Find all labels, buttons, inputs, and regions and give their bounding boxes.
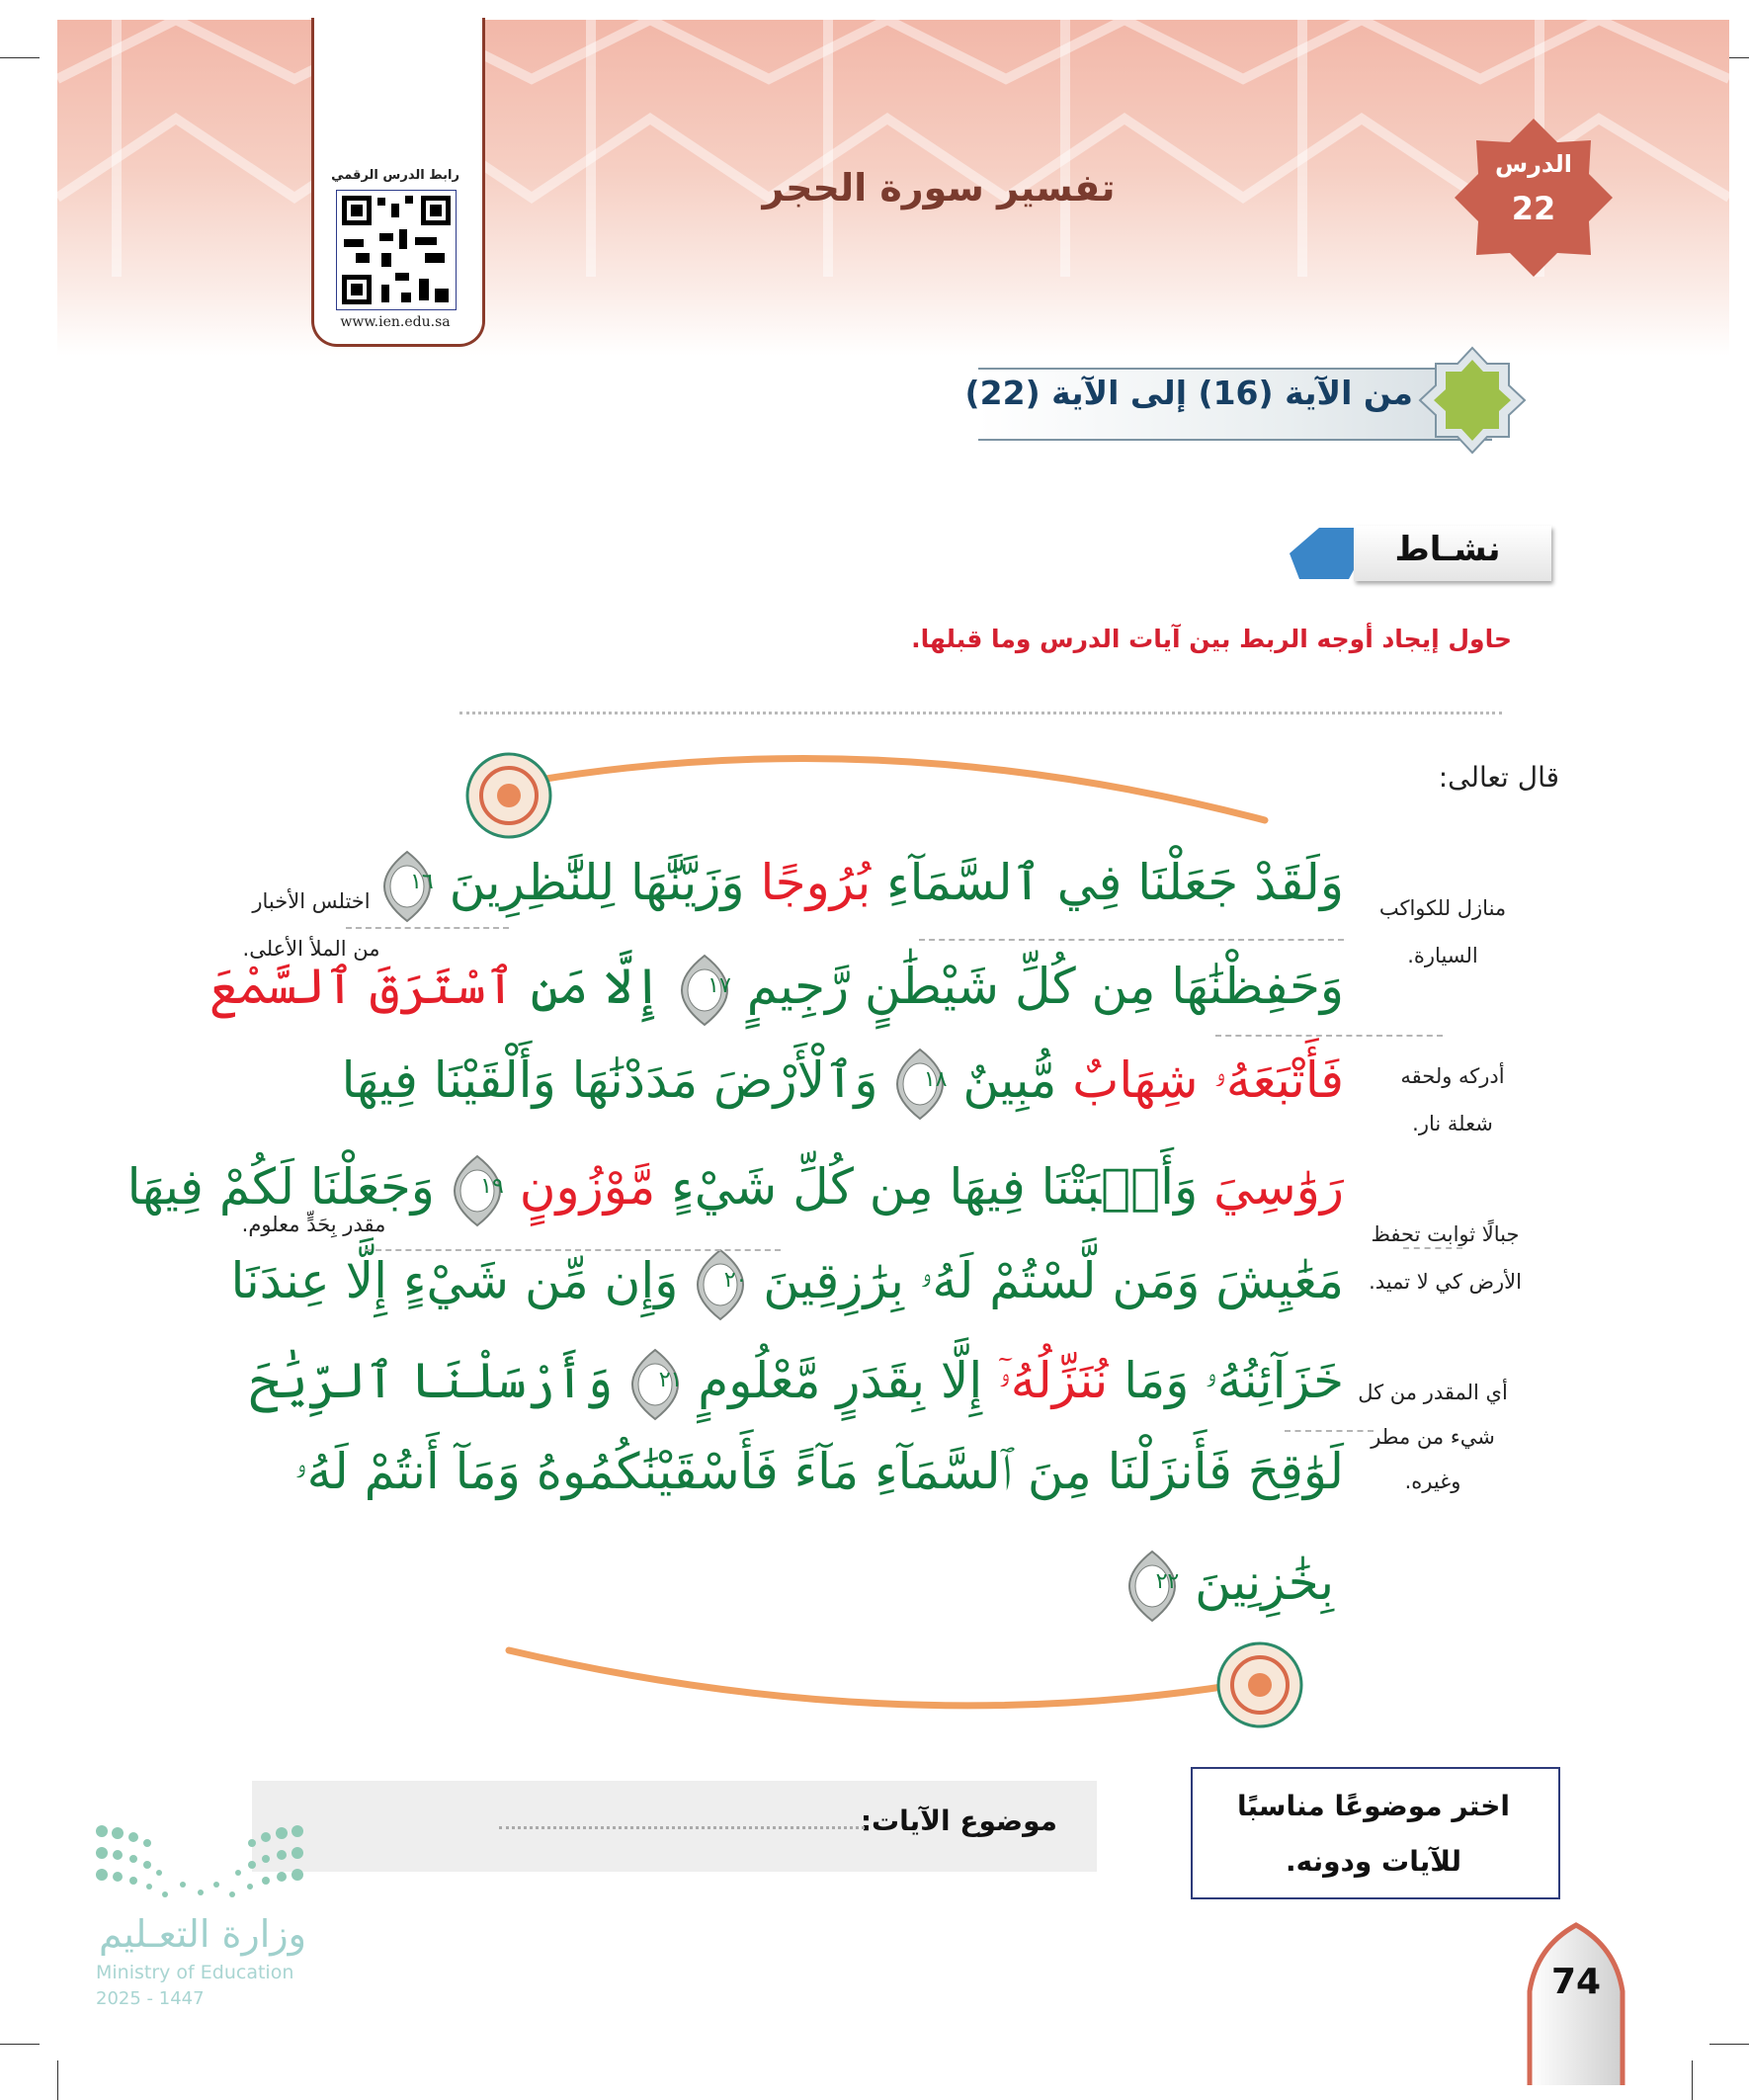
- verse-text: وَزَيَّنَّٰهَا لِلنَّٰظِرِينَ: [449, 854, 761, 911]
- verse-text: بِخَٰزِنِينَ: [1195, 1554, 1334, 1611]
- page-title: تفسير سورة الحجر: [762, 166, 1116, 210]
- verse-text: وَأَنۢبَتْنَا فِيهَا مِن كُلِّ شَيْءٍ: [655, 1158, 1214, 1216]
- verse-line-2: [209, 954, 1344, 1027]
- ayah-number-marker: ١٧: [678, 954, 731, 1027]
- gloss-note-istaraqa: اختلس الأخبار من الملأ الأعلى.: [242, 889, 380, 961]
- topic-label: موضوع الآيات:: [860, 1805, 1057, 1837]
- edition-year: 2025 - 1447: [96, 1988, 205, 2009]
- ministry-name-english: Ministry of Education: [96, 1962, 294, 1983]
- verse-text: وَإِن مِّن شَيْءٍ إِلَّا عِندَنَا: [230, 1252, 679, 1309]
- ministry-logo-dots: [94, 1823, 306, 1902]
- lesson-number: 22: [1511, 190, 1556, 227]
- answer-dotted-line[interactable]: [459, 712, 1502, 714]
- qr-code[interactable]: [336, 190, 457, 310]
- green-octagon-icon: [1418, 346, 1527, 455]
- verse-text: لَوَٰقِحَ فَأَنزَلْنَا مِنَ ٱلسَّمَآءِ مَآءً فَأَسْقَيْنَٰكُمُوهُ وَمَآ أَنتُمْ لَهُۥ: [294, 1443, 1344, 1500]
- crop-mark: [0, 2044, 40, 2045]
- gloss-note-rawasi: جبالًا ثوابت تحفظ الأرض كي لا تميد.: [1369, 1222, 1522, 1294]
- qr-caption: رابط الدرس الرقمي: [331, 168, 459, 183]
- verse-text: مُّبِينٌ: [962, 1051, 1073, 1109]
- qr-url[interactable]: www.ien.edu.sa: [340, 314, 451, 330]
- page-number-tab: [1527, 1922, 1625, 2085]
- rosette-ornament-bottom: [1218, 1643, 1301, 1726]
- ayah-number-marker: ٢١: [628, 1348, 682, 1421]
- leader-line: [366, 1249, 781, 1251]
- crop-mark: [57, 2060, 58, 2100]
- page-number: 74: [1550, 1962, 1602, 2002]
- gloss-note-mawzun: أي المقدر من كل شيء من مطر وغيره.: [1358, 1381, 1508, 1493]
- highlighted-word: فَأَتْبَعَهُۥ شِهَابٌ: [1072, 1051, 1344, 1109]
- verse-text: إِلَّا مَنِ: [514, 958, 662, 1015]
- highlighted-word: نُنَزِّلُهُۥٓ: [998, 1352, 1109, 1409]
- highlighted-word: ٱسْتَرَقَ ٱلسَّمْعَ: [209, 958, 515, 1015]
- ayah-number-marker: ٢٢: [1125, 1550, 1179, 1623]
- crop-mark: [0, 57, 40, 58]
- ministry-name-arabic: وزارة التعـليم: [98, 1912, 306, 1956]
- verse-range-title: من الآية (16) إلى الآية (22): [964, 374, 1413, 412]
- verse-text: وَٱلْأَرْضَ مَدَدْنَٰهَا وَأَلْقَيْنَا فِيهَا: [341, 1051, 878, 1109]
- highlighted-word: رَوَٰسِيَ: [1213, 1158, 1344, 1216]
- verse-text: وَلَقَدْ جَعَلْنَا فِي ٱلسَّمَآءِ: [871, 854, 1344, 911]
- verse-line-7: [294, 1443, 1344, 1501]
- verse-line-1: [395, 850, 1344, 923]
- highlighted-word: مَّوْزُونٍ: [519, 1158, 656, 1216]
- highlighted-word: بُرُوجًا: [760, 854, 872, 911]
- leader-line: [1215, 1035, 1443, 1037]
- crop-mark: [1709, 2044, 1749, 2045]
- verse-line-6: [249, 1348, 1344, 1421]
- lesson-label: الدرس: [1494, 150, 1573, 178]
- topic-answer-line[interactable]: [499, 1826, 865, 1829]
- ayah-number-marker: ١٦: [380, 850, 434, 923]
- activity-tab-label: نشـاط: [1394, 530, 1501, 569]
- verse-line-5: [230, 1248, 1344, 1321]
- ayah-number-marker: ١٨: [893, 1048, 947, 1121]
- gloss-note-buruj: منازل للكواكب السيارة.: [1378, 896, 1507, 967]
- verse-line-8: [988, 1550, 1334, 1623]
- verse-intro: قال تعالى:: [1438, 761, 1559, 794]
- ayah-number-marker: ٢٠: [694, 1248, 747, 1321]
- verse-text: إِلَّا بِقَدَرٍ مَّعْلُومٍ: [698, 1352, 999, 1409]
- verse-text: خَزَآئِنُهُۥ وَمَا: [1108, 1352, 1344, 1409]
- verse-text: وَحَفِظْنَٰهَا مِن كُلِّ شَيْطَٰنٍ رَّجِيمٍ: [746, 958, 1344, 1015]
- verse-text: وَأَرْسَلْنَا ٱلرِّيَٰحَ: [249, 1352, 614, 1409]
- verse-text: مَعَٰيِشَ وَمَن لَّسْتُمْ لَهُۥ بِرَٰزِقِينَ: [763, 1252, 1344, 1309]
- activity-instruction: حاول إيجاد أوجه الربط بين آيات الدرس وما قبلها.: [911, 625, 1512, 653]
- leader-line: [919, 939, 1344, 941]
- gloss-note-shihab: أدركه ولحقه شعلة نار.: [1400, 1064, 1505, 1135]
- crop-mark: [1692, 2060, 1693, 2100]
- gloss-note-biqadar: مقدر بِحَدٍّ معلوم.: [241, 1213, 386, 1236]
- task-instruction: اختر موضوعًا مناسبًا للآيات ودونه.: [1236, 1790, 1511, 1878]
- rosette-ornament-top: [467, 754, 550, 837]
- ayah-number-marker: ١٩: [451, 1154, 504, 1227]
- verse-line-3: [341, 1048, 1344, 1121]
- verse-text: وَجَعَلْنَا لَكُمْ فِيهَا: [126, 1158, 435, 1216]
